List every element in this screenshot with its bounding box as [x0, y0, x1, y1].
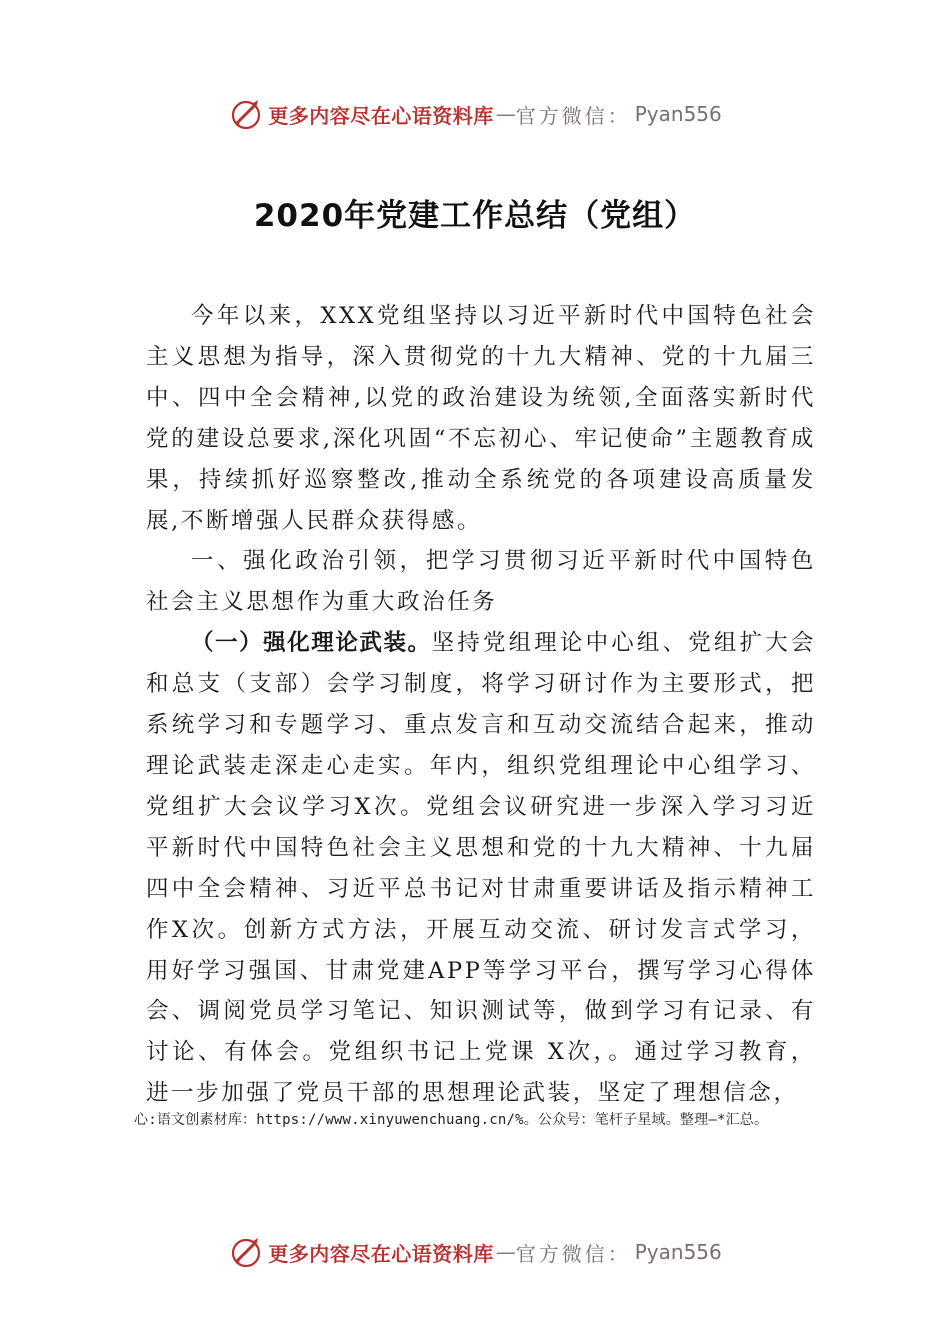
document-title: 2020年党建工作总结（党组） — [253, 198, 697, 234]
banner-text: 更多内容尽在心语资料库 — [268, 1241, 494, 1266]
banner-separator: — — [495, 1240, 516, 1264]
banner-wechat-id: Pyan556 — [634, 1240, 722, 1264]
footnote: 心:语文创素材库：https://www.xinyuwenchuang.cn/%。公众号：笔杆子星域。整理—*汇总。 — [134, 1112, 769, 1128]
subsection-title: （一）强化理论武装。 — [191, 630, 432, 657]
subsection-paragraph — [146, 623, 816, 1114]
brush-logo-icon — [228, 1234, 264, 1270]
brush-logo-icon — [228, 96, 264, 132]
banner-wechat-label: 官方微信： — [515, 103, 631, 128]
header-banner — [0, 92, 950, 136]
banner-wechat-label: 官方微信： — [515, 1241, 631, 1266]
section-heading: 一、强化政治引领，把学习贯彻习近平新时代中国特色社会主义思想作为重大政治任务 — [146, 548, 816, 616]
banner-wechat-id: Pyan556 — [634, 102, 722, 126]
document-body — [146, 296, 816, 1114]
footer-banner — [0, 1230, 950, 1274]
banner-separator: — — [495, 102, 516, 126]
subsection-body: 坚持党组理论中心组、党组扩大会和总支（支部）会学习制度，将学习研讨作为主要形式，把系统学习和专题学习、重点发言和互动交流结合起来，推动理论武装走深走心走实。年内，组织党组理论中心组学习、党组扩大会议学习X次。党组会议研究进一步深入学习习近平新时代中国特色社会主义思想和党的十九大精神、十九届四中全会精神、习近平总书记对甘肃重要讲话及指示精神工作X次。创新方式方法，开展互动交流、研讨发言式学习， 用好学习强国、甘肃党建APP等学习平台，撰写学习心得体会、调阅党员学习笔记、知识测试等，做到学习有记录、有讨论、有体会。党组织书记上党课 X次，。通过学习教育， 进一步加强了党员干部的思想理论武装，坚定了理想信念， — [146, 630, 816, 1107]
banner-text: 更多内容尽在心语资料库 — [268, 103, 494, 128]
intro-paragraph: 今年以来，XXX党组坚持以习近平新时代中国特色社会主义思想为指导，深入贯彻党的十九大精神、党的十九届三中、四中全会精神,以党的政治建设为统领,全面落实新时代党的建设总要求,深化巩固“不忘初心、牢记使命”主题教育成果，持续抓好巡察整改,推动全系统党的各项建设高质量发展,不断增强人民群众获得感。 — [146, 303, 816, 534]
